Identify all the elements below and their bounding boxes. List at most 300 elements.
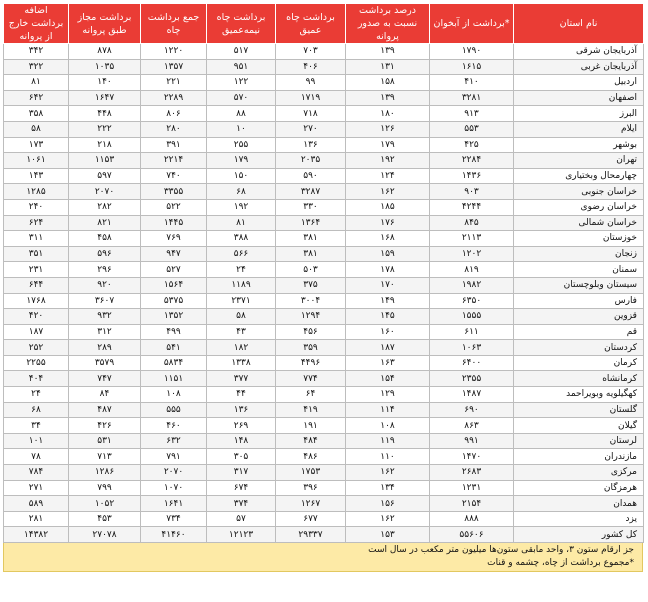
value-cell: ۵۹۶ [69, 246, 141, 262]
header-row [4, 4, 644, 44]
value-cell: ۸۸۸ [430, 511, 514, 527]
table-row [4, 90, 644, 106]
value-cell: ۹۳۲ [69, 309, 141, 325]
table-row [4, 277, 644, 293]
value-cell: ۱۷۳ [4, 137, 69, 153]
province-name-cell: مرکزی [514, 465, 644, 481]
table-row [4, 511, 644, 527]
province-name-cell: کردستان [514, 340, 644, 356]
value-cell: ۲۵۵ [207, 137, 276, 153]
table-row [4, 496, 644, 512]
value-cell: ۵۸ [4, 121, 69, 137]
value-cell: ۱۶۱۵ [430, 59, 514, 75]
value-cell: ۱۷۶۸ [4, 293, 69, 309]
value-cell: ۲۰۷۰ [69, 184, 141, 200]
value-cell: ۱۳۶۴ [276, 215, 346, 231]
value-cell: ۴۳ [207, 324, 276, 340]
value-cell: ۵۲۲ [141, 199, 207, 215]
data-table-container [3, 3, 643, 597]
table-row [4, 168, 644, 184]
value-cell: ۱۴۸ [207, 433, 276, 449]
value-cell: ۶۴۰۰ [430, 355, 514, 371]
value-cell: ۵۵۳ [430, 121, 514, 137]
value-cell: ۲۰۳۵ [276, 153, 346, 169]
table-row [4, 59, 644, 75]
province-name-cell: خوزستان [514, 231, 644, 247]
value-cell: ۵۳۱ [69, 433, 141, 449]
value-cell: ۳۶۰۷ [69, 293, 141, 309]
value-cell: ۳۴۲ [4, 44, 69, 60]
value-cell: ۱۴۹ [346, 293, 430, 309]
column-header: برداشت چاه عمیق [276, 4, 346, 44]
value-cell: ۱۳۵۷ [141, 59, 207, 75]
table-row [4, 137, 644, 153]
province-name-cell: گلستان [514, 402, 644, 418]
value-cell: ۲۴ [4, 387, 69, 403]
value-cell: ۳۰۵ [207, 449, 276, 465]
groundwater-table [3, 3, 644, 543]
value-cell: ۹۲۰ [69, 277, 141, 293]
value-cell: ۷۸۴ [4, 465, 69, 481]
value-cell: ۲۲۱ [141, 75, 207, 91]
value-cell: ۳۴ [4, 418, 69, 434]
value-cell: ۱۵۳ [346, 527, 430, 543]
value-cell: ۸۲۱ [69, 215, 141, 231]
table-body [4, 44, 644, 543]
value-cell: ۶۷۴ [207, 480, 276, 496]
value-cell: ۷۹۱ [141, 449, 207, 465]
value-cell: ۲۹۶ [69, 262, 141, 278]
value-cell: ۱۸۷ [346, 340, 430, 356]
column-header: اضافه برداشت خارج از پروانه [4, 4, 69, 44]
province-name-cell: چهارمحال وبختیاری [514, 168, 644, 184]
value-cell: ۱۷۵۳ [276, 465, 346, 481]
column-header: نام استان [514, 4, 644, 44]
value-cell: ۱۲۹ [346, 387, 430, 403]
value-cell: ۳۳۰ [276, 199, 346, 215]
value-cell: ۴۸۴ [276, 433, 346, 449]
table-row [4, 44, 644, 60]
value-cell: ۱۲۶ [346, 121, 430, 137]
value-cell: ۱۴۳۶ [430, 168, 514, 184]
value-cell: ۱۳۹ [346, 90, 430, 106]
value-cell: ۴۰۶ [276, 59, 346, 75]
province-name-cell: کل کشور [514, 527, 644, 543]
value-cell: ۱۲۲۰ [141, 44, 207, 60]
table-row [4, 246, 644, 262]
value-cell: ۳۱۷ [207, 465, 276, 481]
value-cell: ۱۲۱۲۳ [207, 527, 276, 543]
value-cell: ۵۱۷ [207, 44, 276, 60]
value-cell: ۷۶۹ [141, 231, 207, 247]
value-cell: ۲۹۳۳۷ [276, 527, 346, 543]
value-cell: ۹۰۳ [430, 184, 514, 200]
value-cell: ۵۸۹ [4, 496, 69, 512]
value-cell: ۱۱۰ [346, 449, 430, 465]
value-cell: ۵۹۰ [276, 168, 346, 184]
value-cell: ۴۲۴۴ [430, 199, 514, 215]
province-name-cell: اردبیل [514, 75, 644, 91]
value-cell: ۵۲۷ [141, 262, 207, 278]
value-cell: ۷۸ [4, 449, 69, 465]
value-cell: ۱۳۵۲ [141, 309, 207, 325]
province-name-cell: اصفهان [514, 90, 644, 106]
value-cell: ۴۴۸ [69, 106, 141, 122]
footnote [3, 543, 643, 572]
value-cell: ۱۲۴ [346, 168, 430, 184]
value-cell: ۹۱۳ [430, 106, 514, 122]
value-cell: ۲۴ [207, 262, 276, 278]
value-cell: ۱۵۵۵ [430, 309, 514, 325]
value-cell: ۷۹۹ [69, 480, 141, 496]
province-name-cell: مازندران [514, 449, 644, 465]
table-row [4, 153, 644, 169]
value-cell: ۴۶۰ [141, 418, 207, 434]
value-cell: ۴۱۴۶۰ [141, 527, 207, 543]
value-cell: ۲۱۸ [69, 137, 141, 153]
value-cell: ۱۳۹ [346, 44, 430, 60]
value-cell: ۲۳۵۵ [430, 371, 514, 387]
table-row [4, 371, 644, 387]
value-cell: ۴۲۵ [430, 137, 514, 153]
value-cell: ۳۸۱ [276, 246, 346, 262]
value-cell: ۱۷۰ [346, 277, 430, 293]
value-cell: ۱۷۸ [346, 262, 430, 278]
value-cell: ۲۷۰ [276, 121, 346, 137]
value-cell: ۳۳۵۵ [141, 184, 207, 200]
value-cell: ۳۱۲ [69, 324, 141, 340]
footnote-asterisk-note: *مجموع برداشت از چاه، چشمه و قنات [487, 558, 634, 568]
column-header: جمع برداشت چاه [141, 4, 207, 44]
province-name-cell: خراسان رضوی [514, 199, 644, 215]
province-name-cell: هرمزگان [514, 480, 644, 496]
table-row [4, 465, 644, 481]
province-name-cell: آذربایجان شرقی [514, 44, 644, 60]
value-cell: ۳۵۱ [4, 246, 69, 262]
value-cell: ۳۷۷ [207, 371, 276, 387]
value-cell: ۳۲۸۷ [276, 184, 346, 200]
value-cell: ۳۲۸۱ [430, 90, 514, 106]
value-cell: ۷۷۴ [276, 371, 346, 387]
value-cell: ۷۰۳ [276, 44, 346, 60]
value-cell: ۱۰۱ [4, 433, 69, 449]
table-row [4, 418, 644, 434]
value-cell: ۱۷۹ [346, 137, 430, 153]
value-cell: ۶۳۵۰ [430, 293, 514, 309]
province-name-cell: گیلان [514, 418, 644, 434]
value-cell: ۱۶۲ [346, 465, 430, 481]
value-cell: ۳۱۱ [4, 231, 69, 247]
footnote-unit-note: جز ارقام ستون ۳، واحد مابقی ستون‌ها میلیون متر مکعب در سال است [368, 545, 634, 555]
value-cell: ۶۴۲ [4, 90, 69, 106]
value-cell: ۳۵۹ [276, 340, 346, 356]
value-cell: ۲۶۹ [207, 418, 276, 434]
value-cell: ۷۳۴ [141, 511, 207, 527]
value-cell: ۸۶۳ [430, 418, 514, 434]
value-cell: ۲۰۷۰ [141, 465, 207, 481]
value-cell: ۴۵۸ [69, 231, 141, 247]
value-cell: ۲۳۷۱ [207, 293, 276, 309]
value-cell: ۲۸۲ [69, 199, 141, 215]
value-cell: ۶۲۴ [4, 215, 69, 231]
value-cell: ۱۹۱ [276, 418, 346, 434]
value-cell: ۱۰۶۳ [430, 340, 514, 356]
value-cell: ۵۶۶ [207, 246, 276, 262]
value-cell: ۳۲۲ [4, 59, 69, 75]
value-cell: ۵۴۱ [141, 340, 207, 356]
value-cell: ۱۵۶۴ [141, 277, 207, 293]
value-cell: ۸۷۸ [69, 44, 141, 60]
value-cell: ۱۴۵ [346, 309, 430, 325]
province-name-cell: زنجان [514, 246, 644, 262]
value-cell: ۱۰۳۵ [69, 59, 141, 75]
province-name-cell: کهگیلویه وبویراحمد [514, 387, 644, 403]
value-cell: ۱۸۲ [207, 340, 276, 356]
value-cell: ۱۲۸۵ [4, 184, 69, 200]
value-cell: ۱۱۸۹ [207, 277, 276, 293]
value-cell: ۲۸۰ [141, 121, 207, 137]
value-cell: ۱۵۰ [207, 168, 276, 184]
value-cell: ۲۲۸۹ [141, 90, 207, 106]
value-cell: ۶۸ [207, 184, 276, 200]
value-cell: ۴۲۰ [4, 309, 69, 325]
province-name-cell: البرز [514, 106, 644, 122]
province-name-cell: کرمانشاه [514, 371, 644, 387]
value-cell: ۱۴۴۵ [141, 215, 207, 231]
value-cell: ۱۰۸ [141, 387, 207, 403]
value-cell: ۱۰۶۱ [4, 153, 69, 169]
table-row [4, 340, 644, 356]
province-name-cell: بوشهر [514, 137, 644, 153]
value-cell: ۳۹۱ [141, 137, 207, 153]
value-cell: ۱۳۱ [346, 59, 430, 75]
value-cell: ۱۹۸۲ [430, 277, 514, 293]
value-cell: ۲۲۵۵ [4, 355, 69, 371]
value-cell: ۱۳۶ [207, 402, 276, 418]
value-cell: ۲۵۲ [4, 340, 69, 356]
value-cell: ۹۵۱ [207, 59, 276, 75]
value-cell: ۸۴۵ [430, 215, 514, 231]
table-row [4, 75, 644, 91]
value-cell: ۶۷۷ [276, 511, 346, 527]
column-header: برداشت مجاز طبق پروانه [69, 4, 141, 44]
value-cell: ۱۶۴۷ [69, 90, 141, 106]
value-cell: ۵۸۳۴ [141, 355, 207, 371]
value-cell: ۱۱۹ [346, 433, 430, 449]
value-cell: ۶۸ [4, 402, 69, 418]
column-header: برداشت چاه نیمه‌عمیق [207, 4, 276, 44]
value-cell: ۱۸۵ [346, 199, 430, 215]
value-cell: ۱۶۲ [346, 184, 430, 200]
value-cell: ۴۰۴ [4, 371, 69, 387]
value-cell: ۱۹۲ [207, 199, 276, 215]
value-cell: ۳۷۵ [276, 277, 346, 293]
value-cell: ۲۴۰ [4, 199, 69, 215]
province-name-cell: ایلام [514, 121, 644, 137]
value-cell: ۶۳۲ [141, 433, 207, 449]
value-cell: ۵۰۳ [276, 262, 346, 278]
value-cell: ۱۸۰ [346, 106, 430, 122]
province-name-cell: سمنان [514, 262, 644, 278]
province-name-cell: آذربایجان غربی [514, 59, 644, 75]
value-cell: ۴۱۰ [430, 75, 514, 91]
value-cell: ۲۷۱ [4, 480, 69, 496]
column-header: درصد برداشت نسبت به صدور پروانه [346, 4, 430, 44]
value-cell: ۱۰ [207, 121, 276, 137]
value-cell: ۵۳۷۵ [141, 293, 207, 309]
value-cell: ۲۱۱۳ [430, 231, 514, 247]
total-row [4, 527, 644, 543]
value-cell: ۸۴ [69, 387, 141, 403]
value-cell: ۴۴۹۶ [276, 355, 346, 371]
value-cell: ۲۶۸۳ [430, 465, 514, 481]
province-name-cell: تهران [514, 153, 644, 169]
value-cell: ۴۵۶ [276, 324, 346, 340]
table-row [4, 215, 644, 231]
value-cell: ۲۲۸۴ [430, 153, 514, 169]
value-cell: ۵۵۶۰۶ [430, 527, 514, 543]
value-cell: ۳۵۸ [4, 106, 69, 122]
value-cell: ۱۰۵۲ [69, 496, 141, 512]
table-row [4, 402, 644, 418]
table-row [4, 184, 644, 200]
value-cell: ۱۲۶۷ [276, 496, 346, 512]
value-cell: ۱۵۶ [346, 496, 430, 512]
value-cell: ۷۴۰ [141, 168, 207, 184]
value-cell: ۹۹ [276, 75, 346, 91]
value-cell: ۳۰۰۴ [276, 293, 346, 309]
value-cell: ۳۹۶ [276, 480, 346, 496]
value-cell: ۲۲۱۴ [141, 153, 207, 169]
province-name-cell: سیستان وبلوچستان [514, 277, 644, 293]
value-cell: ۹۹۱ [430, 433, 514, 449]
value-cell: ۱۵۴ [346, 371, 430, 387]
column-header: *برداشت از آبخوان [430, 4, 514, 44]
value-cell: ۳۵۷۹ [69, 355, 141, 371]
value-cell: ۱۰۸ [346, 418, 430, 434]
value-cell: ۱۶۴۱ [141, 496, 207, 512]
table-row [4, 199, 644, 215]
value-cell: ۳۷۴ [207, 496, 276, 512]
value-cell: ۱۷۶ [346, 215, 430, 231]
value-cell: ۱۶۳ [346, 355, 430, 371]
value-cell: ۴۵۳ [69, 511, 141, 527]
table-row [4, 231, 644, 247]
province-name-cell: یزد [514, 511, 644, 527]
province-name-cell: لرستان [514, 433, 644, 449]
province-name-cell: کرمان [514, 355, 644, 371]
value-cell: ۵۹۷ [69, 168, 141, 184]
value-cell: ۱۷۱۹ [276, 90, 346, 106]
table-row [4, 355, 644, 371]
value-cell: ۲۲۲ [69, 121, 141, 137]
value-cell: ۴۹۹ [141, 324, 207, 340]
value-cell: ۱۶۸ [346, 231, 430, 247]
value-cell: ۱۴۳ [4, 168, 69, 184]
value-cell: ۴۱۹ [276, 402, 346, 418]
value-cell: ۱۲۲ [207, 75, 276, 91]
value-cell: ۶۱۱ [430, 324, 514, 340]
value-cell: ۱۲۸۶ [69, 465, 141, 481]
value-cell: ۲۷۰۷۸ [69, 527, 141, 543]
value-cell: ۵۵۵ [141, 402, 207, 418]
value-cell: ۱۸۷ [4, 324, 69, 340]
table-row [4, 387, 644, 403]
value-cell: ۱۳۳۸ [207, 355, 276, 371]
value-cell: ۴۴ [207, 387, 276, 403]
value-cell: ۱۴۷۰ [430, 449, 514, 465]
value-cell: ۲۱۵۴ [430, 496, 514, 512]
table-row [4, 106, 644, 122]
value-cell: ۱۵۸ [346, 75, 430, 91]
value-cell: ۱۱۵۱ [141, 371, 207, 387]
value-cell: ۱۵۹ [346, 246, 430, 262]
province-name-cell: فارس [514, 293, 644, 309]
table-row [4, 324, 644, 340]
value-cell: ۵۷ [207, 511, 276, 527]
province-name-cell: قم [514, 324, 644, 340]
province-name-cell: همدان [514, 496, 644, 512]
value-cell: ۷۱۳ [69, 449, 141, 465]
value-cell: ۸۱ [207, 215, 276, 231]
value-cell: ۷۱۸ [276, 106, 346, 122]
value-cell: ۶۴ [276, 387, 346, 403]
value-cell: ۸۰۶ [141, 106, 207, 122]
value-cell: ۱۷۹ [207, 153, 276, 169]
value-cell: ۲۸۹ [69, 340, 141, 356]
province-name-cell: قزوین [514, 309, 644, 325]
value-cell: ۸۱ [4, 75, 69, 91]
table-row [4, 309, 644, 325]
value-cell: ۶۴۴ [4, 277, 69, 293]
value-cell: ۴۸۷ [69, 402, 141, 418]
value-cell: ۱۹۲ [346, 153, 430, 169]
table-row [4, 480, 644, 496]
value-cell: ۱۳۶ [276, 137, 346, 153]
value-cell: ۱۴۰ [69, 75, 141, 91]
value-cell: ۳۸۸ [207, 231, 276, 247]
value-cell: ۸۸ [207, 106, 276, 122]
value-cell: ۱۷۹۰ [430, 44, 514, 60]
table-row [4, 433, 644, 449]
value-cell: ۱۱۴ [346, 402, 430, 418]
value-cell: ۲۳۱ [4, 262, 69, 278]
value-cell: ۱۰۷۰ [141, 480, 207, 496]
value-cell: ۱۲۹۴ [276, 309, 346, 325]
value-cell: ۱۶۲ [346, 511, 430, 527]
value-cell: ۱۴۸۷ [430, 387, 514, 403]
value-cell: ۸۱۹ [430, 262, 514, 278]
value-cell: ۲۸۱ [4, 511, 69, 527]
value-cell: ۵۷۰ [207, 90, 276, 106]
value-cell: ۴۸۶ [276, 449, 346, 465]
table-row [4, 262, 644, 278]
value-cell: ۱۲۰۲ [430, 246, 514, 262]
value-cell: ۴۲۶ [69, 418, 141, 434]
value-cell: ۱۲۳۱ [430, 480, 514, 496]
value-cell: ۱۴۳۸۲ [4, 527, 69, 543]
value-cell: ۶۹۰ [430, 402, 514, 418]
value-cell: ۱۳۴ [346, 480, 430, 496]
table-row [4, 121, 644, 137]
province-name-cell: خراسان جنوبی [514, 184, 644, 200]
value-cell: ۹۴۷ [141, 246, 207, 262]
value-cell: ۵۸ [207, 309, 276, 325]
province-name-cell: خراسان شمالی [514, 215, 644, 231]
value-cell: ۷۴۷ [69, 371, 141, 387]
value-cell: ۱۱۵۳ [69, 153, 141, 169]
table-row [4, 293, 644, 309]
